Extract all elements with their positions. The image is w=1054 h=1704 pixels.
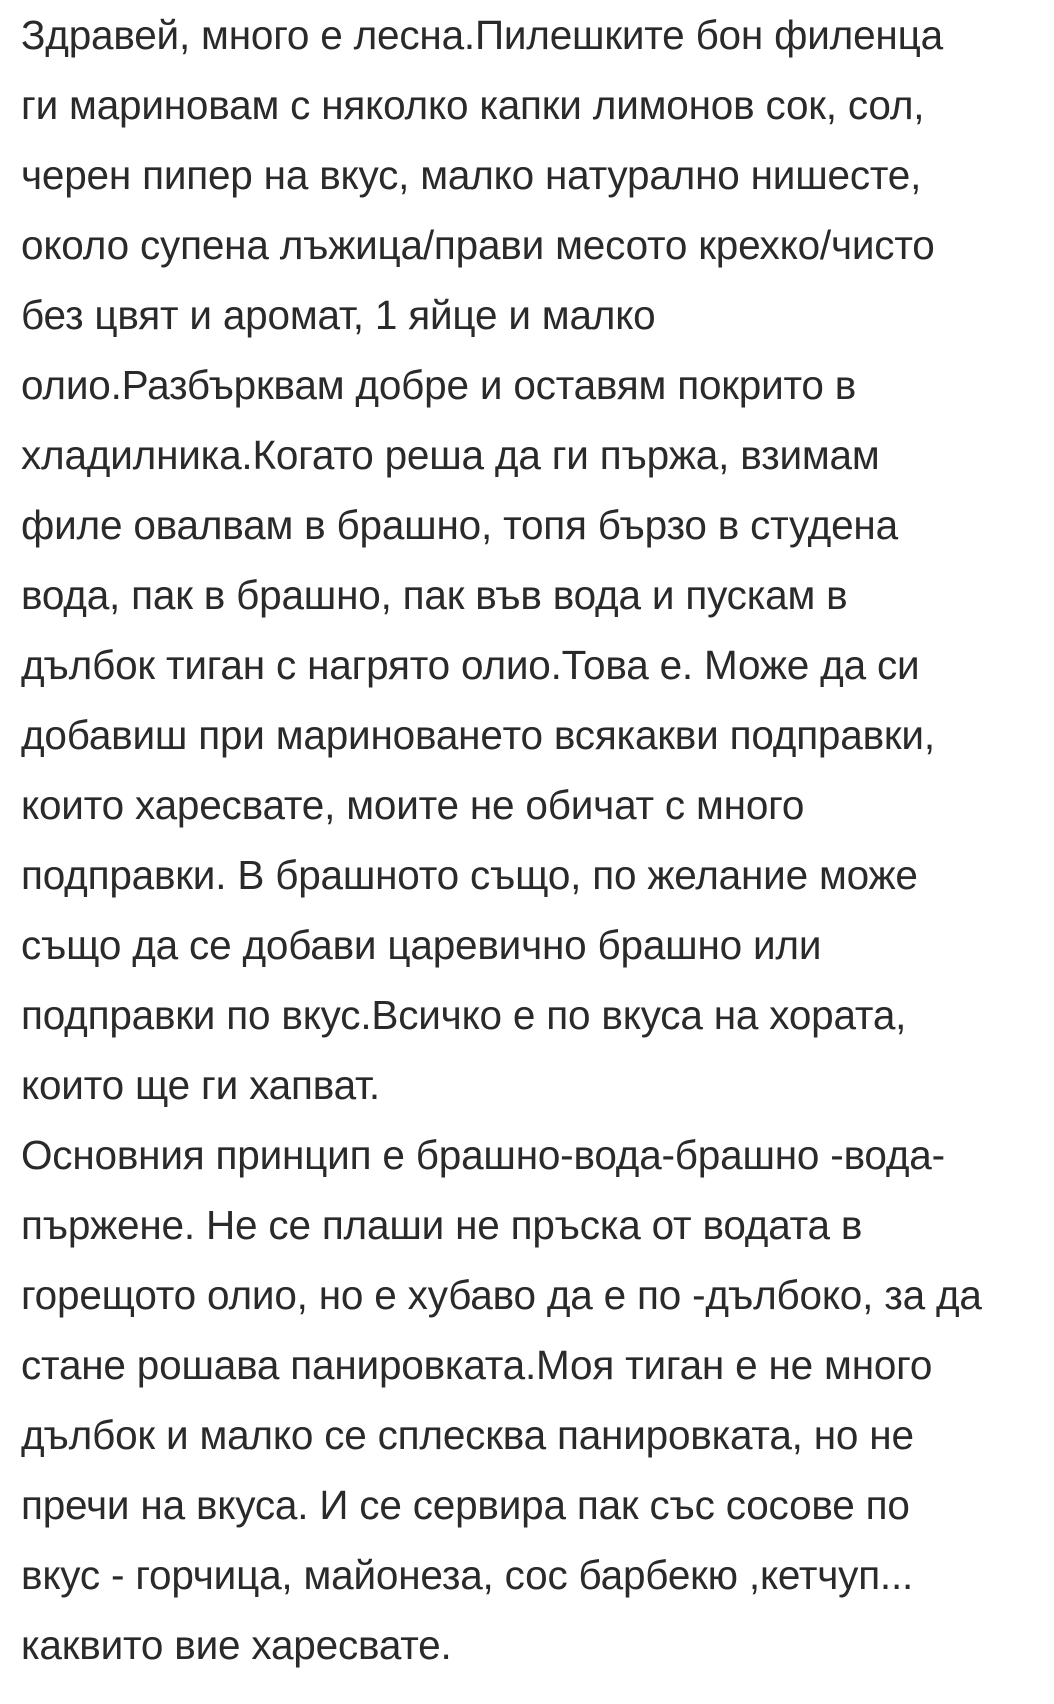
comment-line: черен пипер на вкус, малко натурално нишесте,: [21, 152, 922, 198]
comment-line: олио.Разбърквам добре и оставям покрито в: [21, 362, 857, 408]
comment-line: горещото олио, но е хубаво да е по -дълбоко, за да: [21, 1272, 982, 1318]
comment-line: дълбок и малко се сплесква панировката, но не: [21, 1412, 914, 1458]
comment-line: каквито вие харесвате.: [21, 1622, 452, 1668]
comment-line: дълбок тиган с нагрято олио.Това е. Може да си: [21, 642, 920, 688]
comment-line: около супена лъжица/прави месото крехко/чисто: [21, 222, 935, 268]
comment-line: пречи на вкуса. И се сервира пак със сосове по: [21, 1482, 910, 1528]
comment-line: които ще ги хапват.: [21, 1062, 380, 1108]
comment-line: вкус - горчица, майонеза, сос барбекю ,кетчуп...: [21, 1552, 914, 1598]
comment-text: [21, 0, 1041, 1680]
comment-line: добавиш при маринованeто всякакви подправки,: [21, 712, 935, 758]
comment-line: пържене. Не се плаши не пръска от водата в: [21, 1202, 863, 1248]
comment-line: подправки. В брашното също, по желание може: [21, 852, 918, 898]
comment-line: подправки по вкус.Всичко е по вкуса на хората,: [21, 992, 907, 1038]
comment-line: също да се добави царевично брашно или: [21, 922, 822, 968]
comment-line: без цвят и аромат, 1 яйце и малко: [21, 292, 656, 338]
comment-line: филе овалвам в брашно, топя бързо в студена: [21, 502, 898, 548]
comment-line: Здравей, много е лесна.Пилешките бон филенца: [21, 12, 943, 58]
comment-line: вода, пак в брашно, пак във вода и пускам в: [21, 572, 848, 618]
comment-line: стане рошава панировката.Моя тиган е не много: [21, 1342, 933, 1388]
comment-line: хладилника.Когато реша да ги пържа, взимам: [21, 432, 880, 478]
comment-line: ги мариновам с няколко капки лимонов сок, сол,: [21, 82, 925, 128]
comment-line: Основния принцип е брашно-вода-брашно -вода-: [21, 1132, 945, 1178]
comment-line: които харесвате, моите не обичат с много: [21, 782, 805, 828]
